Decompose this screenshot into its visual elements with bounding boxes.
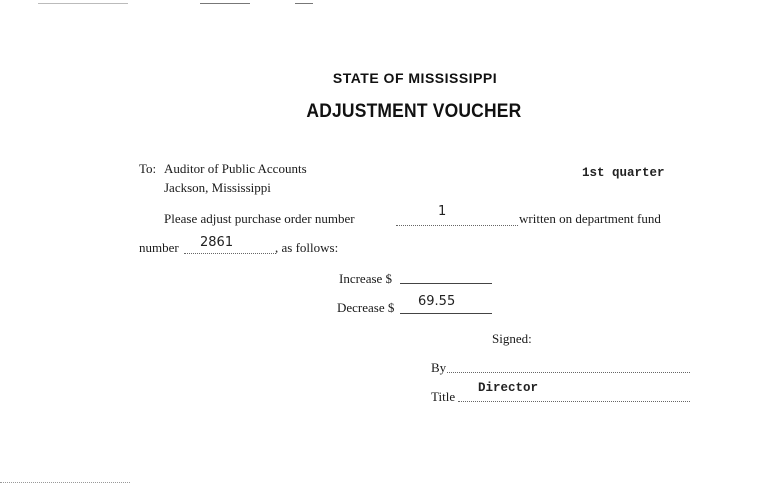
fund-number-line <box>184 253 276 254</box>
document-title: ADJUSTMENT VOUCHER <box>306 101 522 122</box>
by-signature-line <box>447 372 690 373</box>
addressee-line-2: Jackson, Mississippi <box>164 180 271 195</box>
request-mid: written on department fund <box>519 211 661 226</box>
po-number-value: 1 <box>438 204 447 219</box>
addressee-line-1: Auditor of Public Accounts <box>164 161 307 176</box>
decrease-value: 69.55 <box>418 294 456 309</box>
increase-label: Increase $ <box>339 271 393 286</box>
request-intro: Please adjust purchase order number <box>164 211 355 226</box>
po-number-line <box>396 225 518 226</box>
signed-label: Signed: <box>492 331 532 346</box>
increase-line <box>400 283 492 284</box>
by-label: By <box>431 360 447 375</box>
scan-artifact-bottom <box>0 482 130 483</box>
title-label: Title <box>431 389 456 404</box>
scan-artifact <box>38 3 128 4</box>
title-value-typed: Director <box>478 381 539 395</box>
fund-number-value: 2861 <box>200 235 234 250</box>
number-label: number <box>139 240 179 255</box>
scan-artifact <box>295 3 313 4</box>
state-heading: STATE OF MISSISSIPPI <box>332 70 498 86</box>
to-label: To: <box>139 161 157 176</box>
period-typed: 1st quarter <box>582 166 665 180</box>
request-tail: , as follows: <box>275 240 339 255</box>
scan-artifact <box>200 3 250 4</box>
decrease-label: Decrease $ <box>337 300 395 315</box>
title-line <box>458 401 690 402</box>
decrease-line <box>400 313 492 314</box>
